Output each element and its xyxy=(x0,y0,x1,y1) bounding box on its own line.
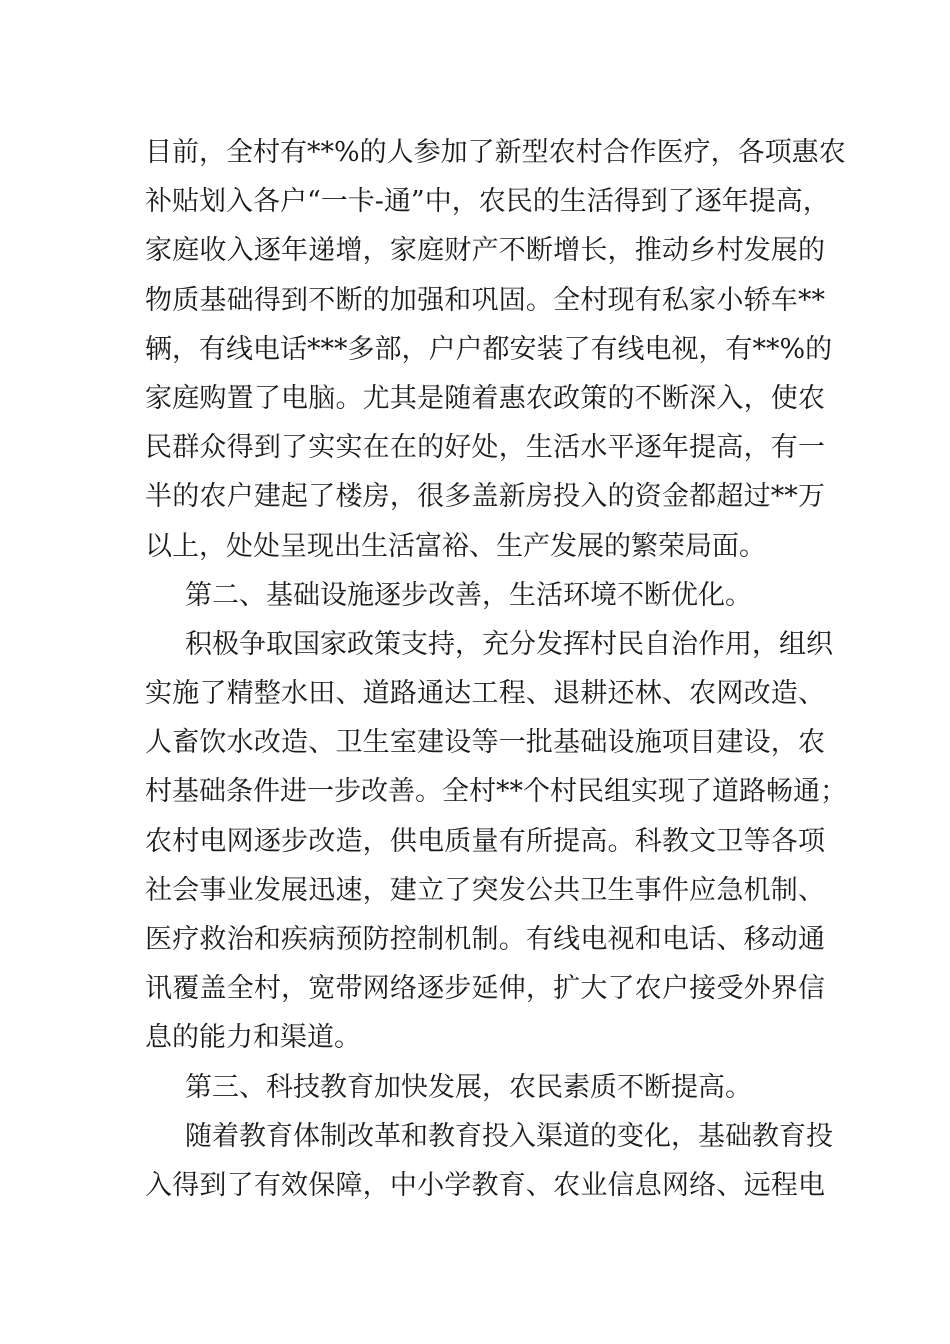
text-line: 半的农户建起了楼房，很多盖新房投入的资金都超过**万 xyxy=(145,481,825,513)
text-line: 随着教育体制改革和教育投入渠道的变化，基础教育投 xyxy=(185,1120,833,1152)
text-line: 家庭收入逐年递增，家庭财产不断增长，推动乡村发展的 xyxy=(145,235,825,267)
text-line: 家庭购置了电脑。尤其是随着惠农政策的不断深入，使农 xyxy=(145,382,825,414)
text-line: 辆，有线电话***多部，户户都安装了有线电视，有**%的 xyxy=(145,333,833,365)
text-line: 民群众得到了实实在在的好处，生活水平逐年提高，有一 xyxy=(145,432,825,464)
text-line: 社会事业发展迅速，建立了突发公共卫生事件应急机制、 xyxy=(145,874,825,906)
text-line: 入得到了有效保障，中小学教育、农业信息网络、远程电 xyxy=(145,1169,825,1201)
text-line: 农村电网逐步改造，供电质量有所提高。科教文卫等各项 xyxy=(145,825,825,857)
text-line: 息的能力和渠道。 xyxy=(145,1022,361,1054)
text-line: 积极争取国家政策支持，充分发挥村民自治作用，组织 xyxy=(185,628,833,660)
section-heading: 第二、基础设施逐步改善，生活环境不断优化。 xyxy=(185,579,752,611)
text-line: 目前，全村有**%的人参加了新型农村合作医疗，各项惠农 xyxy=(145,137,846,168)
text-line: 物质基础得到不断的加强和巩固。全村现有私家小轿车** xyxy=(145,284,825,316)
text-line: 医疗救治和疾病预防控制机制。有线电视和电话、移动通 xyxy=(145,924,825,955)
text-line: 以上，处处呈现出生活富裕、生产发展的繁荣局面。 xyxy=(145,530,766,562)
text-line: 讯覆盖全村，宽带网络逐步延伸，扩大了农户接受外界信 xyxy=(145,973,825,1005)
text-line: 实施了精整水田、道路通达工程、退耕还林、农网改造、 xyxy=(145,678,825,710)
document-body xyxy=(145,128,847,1210)
text-line: 村基础条件进一步改善。全村**个村民组实现了道路畅通； xyxy=(145,776,847,808)
section-heading: 第三、科技教育加快发展，农民素质不断提高。 xyxy=(185,1071,752,1103)
text-line: 补贴划入各户“一卡-通”中，农民的生活得到了逐年提高， xyxy=(145,186,830,218)
text-line: 人畜饮水改造、卫生室建设等一批基础设施项目建设，农 xyxy=(145,727,825,759)
